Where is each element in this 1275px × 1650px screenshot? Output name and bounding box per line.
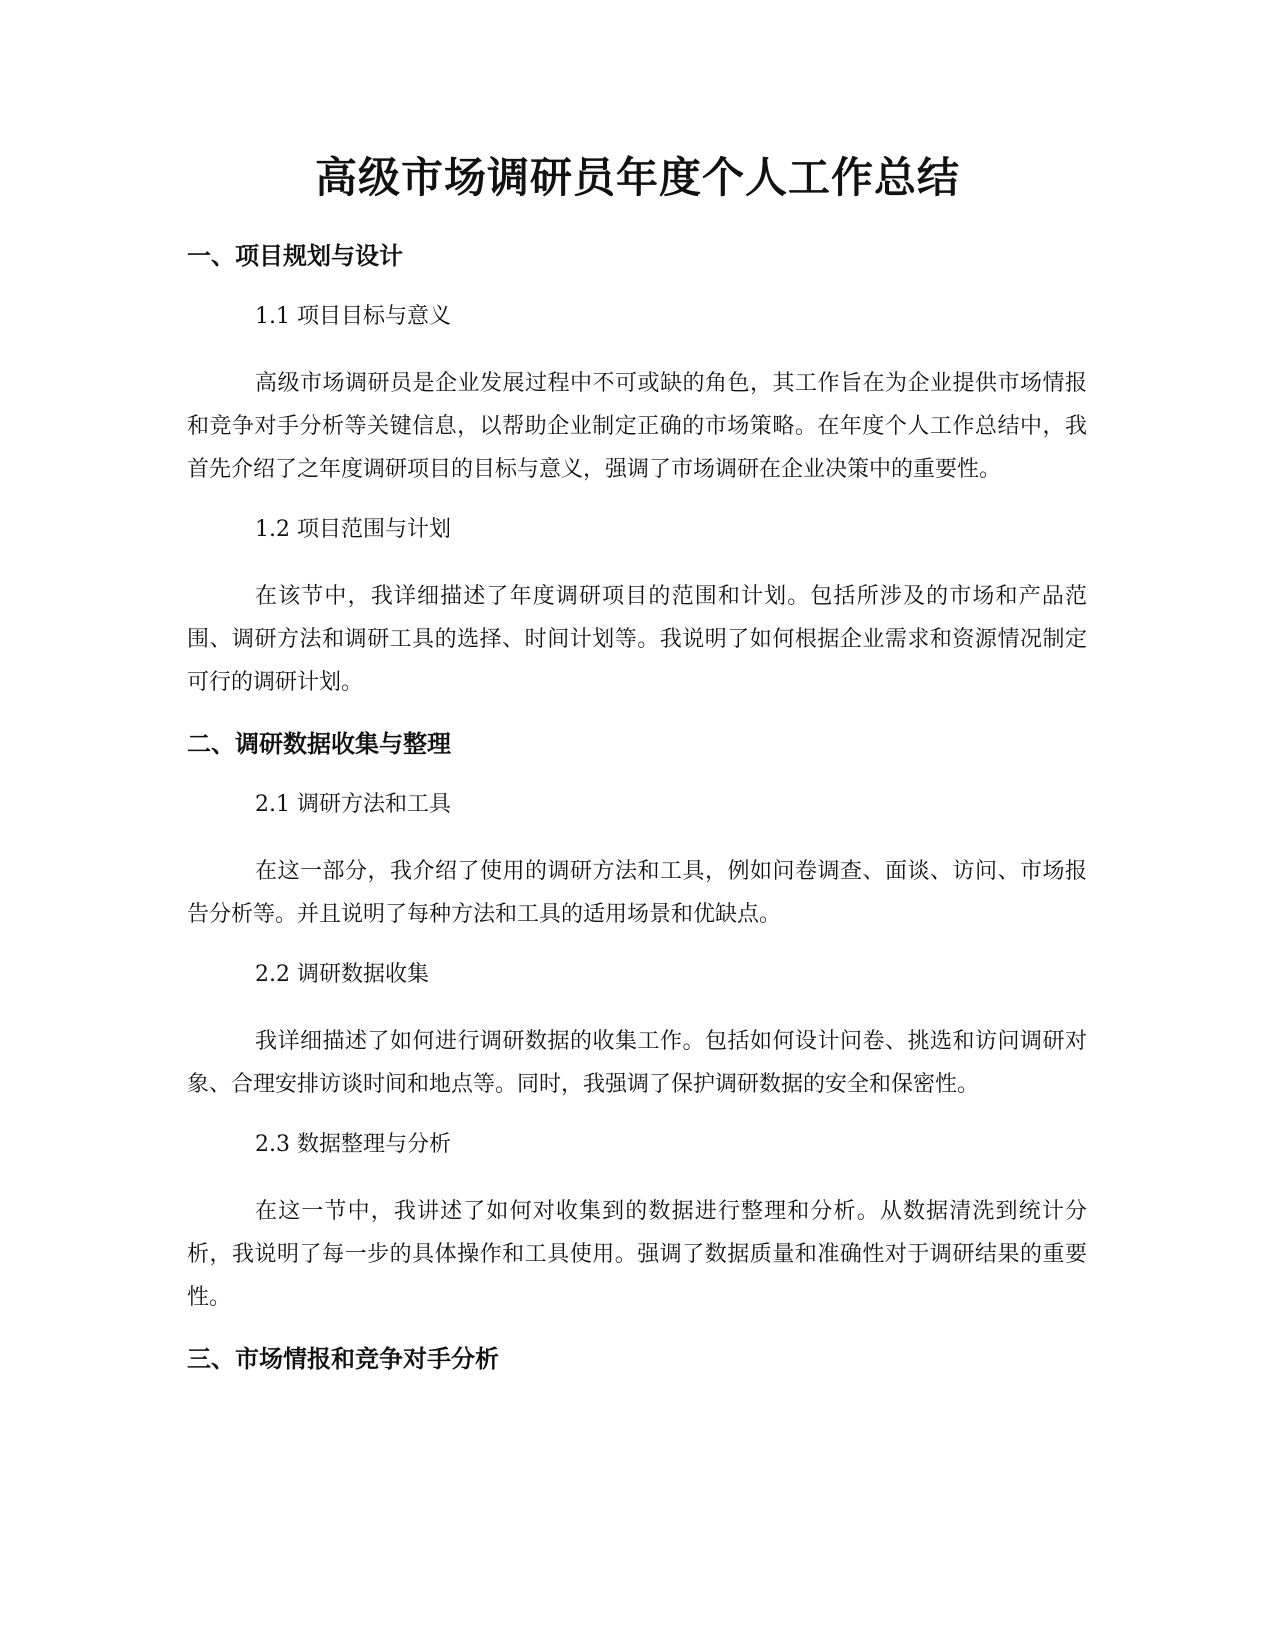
subsection-heading: 2.3 数据整理与分析: [255, 1132, 451, 1157]
subsection-heading: 2.2 调研数据收集: [255, 962, 429, 987]
section-1: [187, 240, 1087, 704]
subsection-heading: 2.1 调研方法和工具: [255, 792, 451, 817]
section-3: [187, 1343, 1087, 1375]
paragraph: 在这一节中，我讲述了如何对收集到的数据进行整理和分析。从数据清洗到统计分析，我说明了每一步的具体操作和工具使用。强调了数据质量和准确性对于调研结果的重要性。: [187, 1199, 1087, 1310]
document-title: 高级市场调研员年度个人工作总结: [314, 153, 960, 202]
subsection-heading: 1.2 项目范围与计划: [255, 517, 451, 542]
paragraph: 我详细描述了如何进行调研数据的收集工作。包括如何设计问卷、挑选和访问调研对象、合理安排访谈时间和地点等。同时，我强调了保护调研数据的安全和保密性。: [187, 1029, 1087, 1097]
section-heading: 一、项目规划与设计: [187, 242, 403, 270]
section-heading: 二、调研数据收集与整理: [187, 730, 451, 758]
section-2: [187, 728, 1087, 1319]
document-body: [187, 240, 1087, 1375]
paragraph: 高级市场调研员是企业发展过程中不可或缺的角色，其工作旨在为企业提供市场情报和竞争对手分析等关键信息，以帮助企业制定正确的市场策略。在年度个人工作总结中，我首先介绍了之年度调研项目的目标与意义，强调了市场调研在企业决策中的重要性。: [187, 371, 1087, 482]
paragraph: 在这一部分，我介绍了使用的调研方法和工具，例如问卷调查、面谈、访问、市场报告分析等。并且说明了每种方法和工具的适用场景和优缺点。: [187, 859, 1087, 927]
subsection-heading: 1.1 项目目标与意义: [255, 304, 451, 329]
section-heading: 三、市场情报和竞争对手分析: [187, 1345, 499, 1373]
paragraph: 在该节中，我详细描述了年度调研项目的范围和计划。包括所涉及的市场和产品范围、调研方法和调研工具的选择、时间计划等。我说明了如何根据企业需求和资源情况制定可行的调研计划。: [187, 584, 1087, 695]
